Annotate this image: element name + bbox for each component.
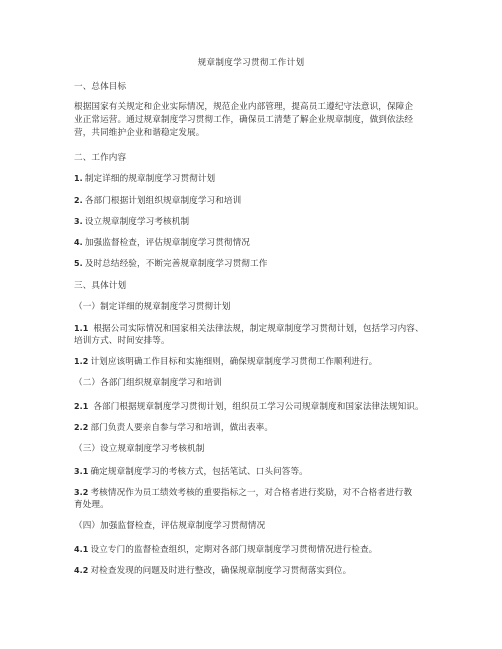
plan-item-3-2-line-2: 育处理。 <box>74 500 109 510</box>
item-number: 4. <box>74 238 83 247</box>
plan-item-3-2-line-1 <box>74 487 412 499</box>
document-title: 规章制度学习贯彻工作计划 <box>197 58 305 68</box>
plan-item-1-1-line-1 <box>74 323 424 335</box>
item-text: 确定规章制度学习的考核方式，包括笔试、口头问答等。 <box>90 467 308 477</box>
item-number: 1.2 <box>74 357 89 366</box>
plan-item-4-1 <box>74 544 377 556</box>
goals-paragraph-line-3: 营，共同维护企业和谐稳定发展。 <box>74 128 205 138</box>
item-number: 4.1 <box>74 545 89 554</box>
item-number: 2. <box>74 196 83 205</box>
plan-item-1-1-line-2: 培训方式、时间安排等。 <box>74 336 170 346</box>
subsection-heading-1: （一）制定详细的规章制度学习贯彻计划 <box>74 302 231 312</box>
section-heading-content: 二、工作内容 <box>74 153 127 163</box>
content-item <box>74 216 189 228</box>
plan-item-4-2 <box>74 565 351 577</box>
item-number: 2.1 <box>74 402 89 411</box>
item-number: 4.2 <box>74 566 89 575</box>
plan-item-2-2 <box>74 422 273 434</box>
item-number: 3.2 <box>74 488 89 497</box>
section-heading-plan: 三、具体计划 <box>74 281 127 291</box>
goals-paragraph-line-2: 业正常运营。通过规章制度学习贯彻工作，确保员工清楚了解企业规章制度，做到依法经 <box>74 115 414 125</box>
section-heading-goals: 一、总体目标 <box>74 82 127 92</box>
item-text: 根据公司实际情况和国家相关法律法规，制定规章制度学习贯彻计划，包括学习内容、 <box>90 324 424 334</box>
subsection-heading-2: （二）各部门组织规章制度学习和培训 <box>74 378 222 388</box>
item-text: 各部门根据规章制度学习贯彻计划，组织员工学习公司规章制度和国家法律法规知识。 <box>90 402 424 412</box>
item-number: 1.1 <box>74 324 89 333</box>
plan-item-3-1 <box>74 466 308 478</box>
plan-item-1-2 <box>74 356 377 368</box>
item-text: 设立专门的监督检查组织，定期对各部门规章制度学习贯彻情况进行检查。 <box>90 545 378 555</box>
item-number: 3.1 <box>74 467 89 476</box>
item-number: 5. <box>74 259 83 268</box>
item-number: 2.2 <box>74 423 89 432</box>
item-number: 1. <box>74 174 83 183</box>
item-text: 计划应该明确工作目标和实施细则，确保规章制度学习贯彻工作顺利进行。 <box>90 357 378 367</box>
content-item <box>74 237 250 249</box>
item-text: 设立规章制度学习考核机制 <box>84 217 190 227</box>
goals-paragraph-line-1: 根据国家有关规定和企业实际情况，规范企业内部管理，提高员工遵纪守法意识，保障企 <box>74 102 414 112</box>
content-item <box>74 258 267 270</box>
item-text: 考核情况作为员工绩效考核的重要指标之一，对合格者进行奖励，对不合格者进行教 <box>90 488 413 498</box>
item-text: 制定详细的规章制度学习贯彻计划 <box>84 174 216 184</box>
plan-item-2-1 <box>74 401 424 413</box>
item-text: 加强监督检查，评估规章制度学习贯彻情况 <box>84 238 250 248</box>
item-number: 3. <box>74 217 83 226</box>
subsection-heading-4: （四）加强监督检查，评估规章制度学习贯彻情况 <box>74 521 266 531</box>
content-item <box>74 173 215 185</box>
item-text: 对检查发现的问题及时进行整改，确保规章制度学习贯彻落实到位。 <box>90 566 352 576</box>
content-item <box>74 195 241 207</box>
item-text: 部门负责人要亲自参与学习和培训，做出表率。 <box>90 423 274 433</box>
item-text: 各部门根据计划组织规章制度学习和培训 <box>84 196 242 206</box>
item-text: 及时总结经验，不断完善规章制度学习贯彻工作 <box>84 259 268 269</box>
subsection-heading-3: （三）设立规章制度学习考核机制 <box>74 444 205 454</box>
